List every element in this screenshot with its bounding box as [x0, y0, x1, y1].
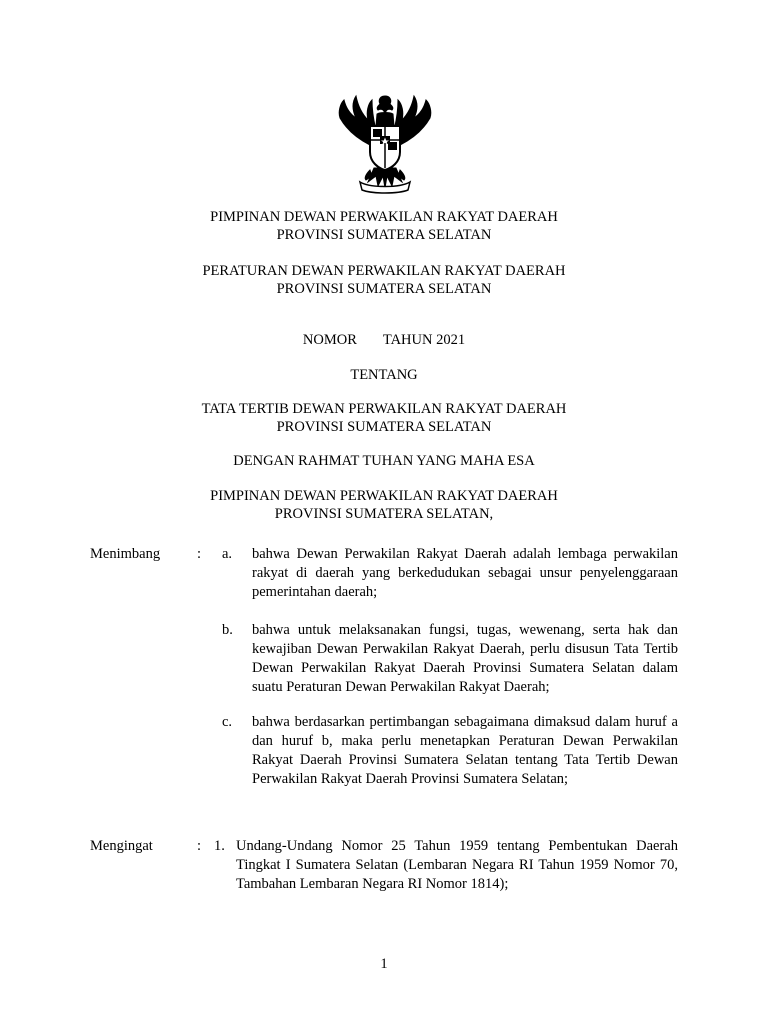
header-line-1: PIMPINAN DEWAN PERWAKILAN RAKYAT DAERAH — [210, 209, 558, 225]
tentang-text: TENTANG — [350, 367, 418, 383]
menimbang-item-c-marker: c. — [222, 714, 233, 730]
page-number: 1 — [380, 956, 388, 972]
regulation-block — [0, 262, 768, 298]
subject-line-1: TATA TERTIB DEWAN PERWAKILAN RAKYAT DAERAH — [201, 401, 567, 417]
number-line — [0, 331, 768, 349]
menimbang-item-c-text: bahwa berdasarkan pertimbangan sebagaimana dimaksud dalam huruf a dan huruf b, maka perlu menetapkan Peraturan Dewan Perwakilan Rakyat Daerah Provinsi Sumatera Selatan tentang Tata Tertib Dewan Perwakilan Rakyat Daerah Provinsi Sumatera Selatan; — [252, 714, 678, 787]
garuda-emblem-icon — [330, 90, 440, 195]
authority-line-1: PIMPINAN DEWAN PERWAKILAN RAKYAT DAERAH — [210, 488, 558, 504]
invocation-text: DENGAN RAHMAT TUHAN YANG MAHA ESA — [233, 453, 535, 469]
regulation-line-2: PROVINSI SUMATERA SELATAN — [276, 281, 492, 297]
mengingat-colon: : — [197, 838, 202, 854]
mengingat-item-1-marker: 1. — [214, 838, 225, 854]
regulation-line-1: PERATURAN DEWAN PERWAKILAN RAKYAT DAERAH — [202, 263, 566, 279]
authority-block — [0, 487, 768, 523]
menimbang-item-a-marker: a. — [222, 546, 233, 562]
tentang-line — [0, 366, 768, 384]
menimbang-item-b-text: bahwa untuk melaksanakan fungsi, tugas, wewenang, serta hak dan kewajiban Dewan Perwakilan Rakyat Daerah, perlu disusun Tata Tertib Dewan Perwakilan Rakyat Daerah Provinsi Sumatera Selatan dalam suatu Peraturan Dewan Perwakilan Rakyat Daerah; — [252, 622, 678, 695]
subject-line-2: PROVINSI SUMATERA SELATAN — [276, 419, 492, 435]
nomor-label: NOMOR — [302, 332, 357, 348]
menimbang-label: Menimbang — [90, 546, 161, 562]
menimbang-item-b-marker: b. — [222, 622, 233, 638]
authority-line-2: PROVINSI SUMATERA SELATAN, — [274, 506, 494, 522]
mengingat-label: Mengingat — [90, 838, 153, 854]
menimbang-colon: : — [197, 546, 202, 562]
header-line-2: PROVINSI SUMATERA SELATAN — [276, 227, 492, 243]
header-block — [0, 208, 768, 244]
mengingat-item-1-text: Undang-Undang Nomor 25 Tahun 1959 tentang Pembentukan Daerah Tingkat I Sumatera Selatan (Lembaran Negara RI Tahun 1959 Nomor 70, Tambahan Lembaran Negara RI Nomor 1814); — [236, 838, 678, 892]
menimbang-item-a-text: bahwa Dewan Perwakilan Rakyat Daerah adalah lembaga perwakilan rakyat di daerah yang berkedudukan sebagai unsur penyelenggaraan pemerintahan daerah; — [252, 546, 678, 600]
subject-block — [0, 400, 768, 436]
tahun-label: TAHUN 2021 — [382, 332, 466, 348]
invocation-line — [0, 452, 768, 470]
